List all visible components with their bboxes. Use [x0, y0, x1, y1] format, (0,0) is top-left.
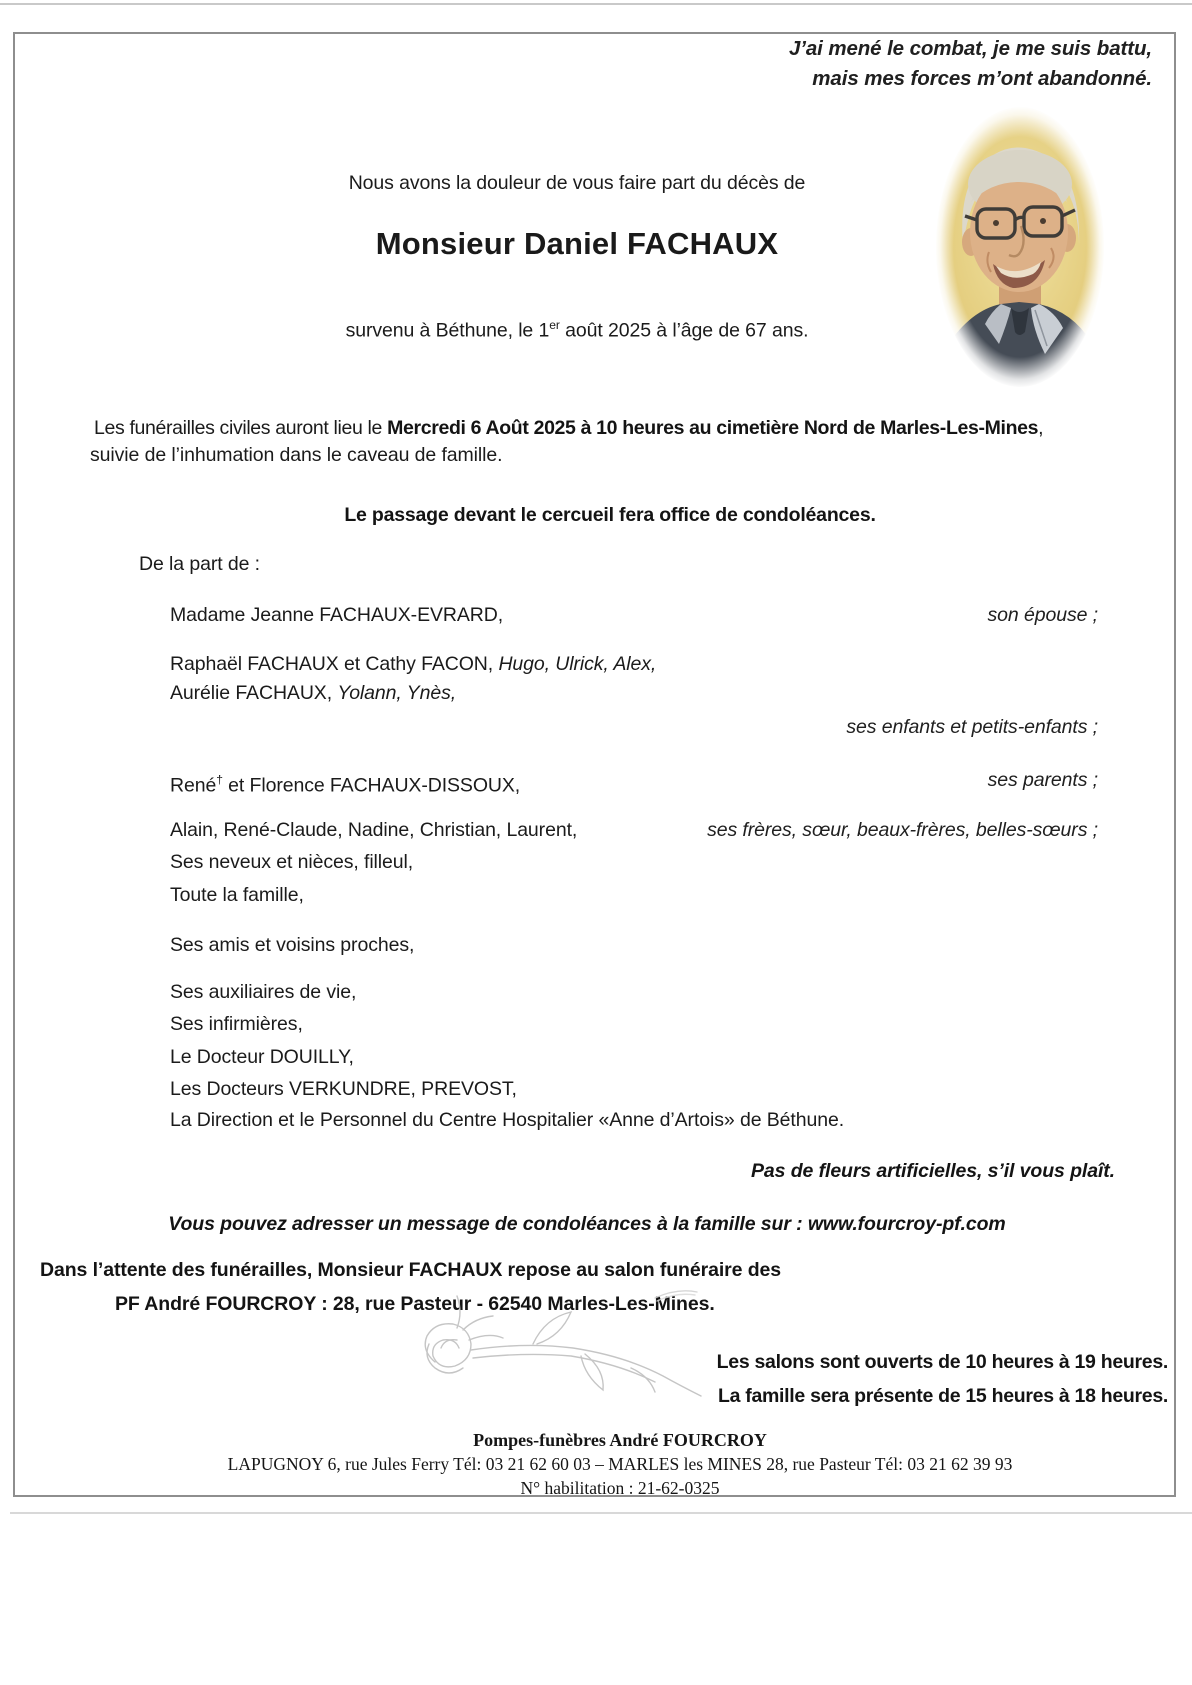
intro-line: Nous avons la douleur de vous faire part du décès de [348, 172, 806, 194]
funeral-details-line1 [94, 415, 1043, 441]
footer-addresses: LAPUGNOY 6, rue Jules Ferry Tél: 03 21 62 60 03 – MARLES les MINES 28, rue Pasteur Tél: 03 21 62 39 93 [227, 1454, 1013, 1474]
salons-hours-line: Les salons sont ouverts de 10 heures à 19 heures. [716, 1351, 1168, 1373]
epigraph-line2: mais mes forces m’ont abandonné. [812, 67, 1152, 90]
funeral-line1-bold: Mercredi 6 Août 2025 à 10 heures au cimetière Nord de Marles-Les-Mines [387, 417, 1039, 439]
family-row-caregivers: Ses auxiliaires de vie, [170, 981, 357, 1003]
footer-habilitation: N° habilitation : 21-62-0325 [520, 1478, 720, 1498]
family-row-doctor: Le Docteur DOUILLY, [170, 1046, 354, 1068]
death-date-suffix: août 2025 à l’âge de 67 ans. [559, 319, 809, 342]
relation-spouse: son épouse ; [987, 604, 1098, 626]
family-row-friends: Ses amis et voisins proches, [170, 934, 415, 956]
family-presence-line: La famille sera présente de 15 heures à 18 heures. [718, 1385, 1168, 1407]
epigraph-line1: J’ai mené le combat, je me suis battu, [788, 37, 1152, 60]
deceased-dagger: † [216, 773, 223, 787]
funeral-line1-normal: Les funérailles civiles auront lieu le [94, 417, 388, 439]
repose-line: Dans l’attente des funérailles, Monsieur FACHAUX repose au salon funéraire des [40, 1259, 781, 1281]
grandchildren-names: Yolann, Ynès, [337, 682, 457, 704]
family-row-siblings: Alain, René-Claude, Nadine, Christian, Laurent, [170, 819, 578, 841]
funeral-details-line2: suivie de l’inhumation dans le caveau de famille. [90, 444, 503, 466]
no-flowers-note: Pas de fleurs artificielles, s’il vous plaît. [751, 1160, 1115, 1182]
epigraph [652, 34, 1152, 94]
deceased-name-title: Monsieur Daniel FACHAUX [375, 226, 779, 261]
relation-siblings: ses frères, sœur, beaux-frères, belles-sœurs ; [707, 819, 1098, 841]
relation-parents: ses parents ; [987, 769, 1098, 791]
footer-company-name: Pompes-funèbres André FOURCROY [473, 1430, 767, 1450]
family-row-doctors: Les Docteurs VERKUNDRE, PREVOST, [170, 1078, 517, 1100]
portrait-photo [935, 106, 1105, 388]
funeral-home-address-line: PF André FOURCROY : 28, rue Pasteur - 62540 Marles-Les-Mines. [115, 1293, 715, 1315]
family-row-nephews: Ses neveux et nièces, filleul, [170, 851, 414, 873]
family-row-children-2 [170, 680, 456, 706]
online-condolences-note: Vous pouvez adresser un message de condoléances à la famille sur : www.fourcroy-pf.com [168, 1213, 1006, 1235]
scan-bottom-edge-line [10, 1512, 1192, 1514]
parent-name-rest: et Florence FACHAUX-DISSOUX, [222, 774, 521, 797]
family-heading: De la part de : [139, 553, 260, 575]
grandchildren-names: Hugo, Ulrick, Alex, [498, 653, 657, 675]
family-row-parents [170, 767, 520, 799]
parent-name: René [170, 774, 217, 797]
relation-children: ses enfants et petits-enfants ; [846, 716, 1098, 738]
family-row-spouse: Madame Jeanne FACHAUX-EVRARD, [170, 604, 504, 626]
death-date-prefix: survenu à Béthune, le 1 [345, 319, 550, 342]
scan-top-edge-line [0, 3, 1192, 5]
family-row-children-1 [170, 651, 656, 677]
family-row-hospital: La Direction et le Personnel du Centre Hospitalier «Anne d’Artois» de Béthune. [170, 1109, 845, 1131]
family-row-nurses: Ses infirmières, [170, 1013, 303, 1035]
portrait-photo-image [935, 106, 1105, 388]
children-names: Raphaël FACHAUX et Cathy FACON, [170, 653, 499, 675]
death-date-ordinal: er [549, 318, 560, 332]
family-row-whole-family: Toute la famille, [170, 884, 304, 906]
funeral-line1-end: , [1038, 417, 1044, 439]
condolence-passage-line: Le passage devant le cercueil fera office de condoléances. [344, 504, 876, 526]
children-names: Aurélie FACHAUX, [170, 682, 338, 704]
